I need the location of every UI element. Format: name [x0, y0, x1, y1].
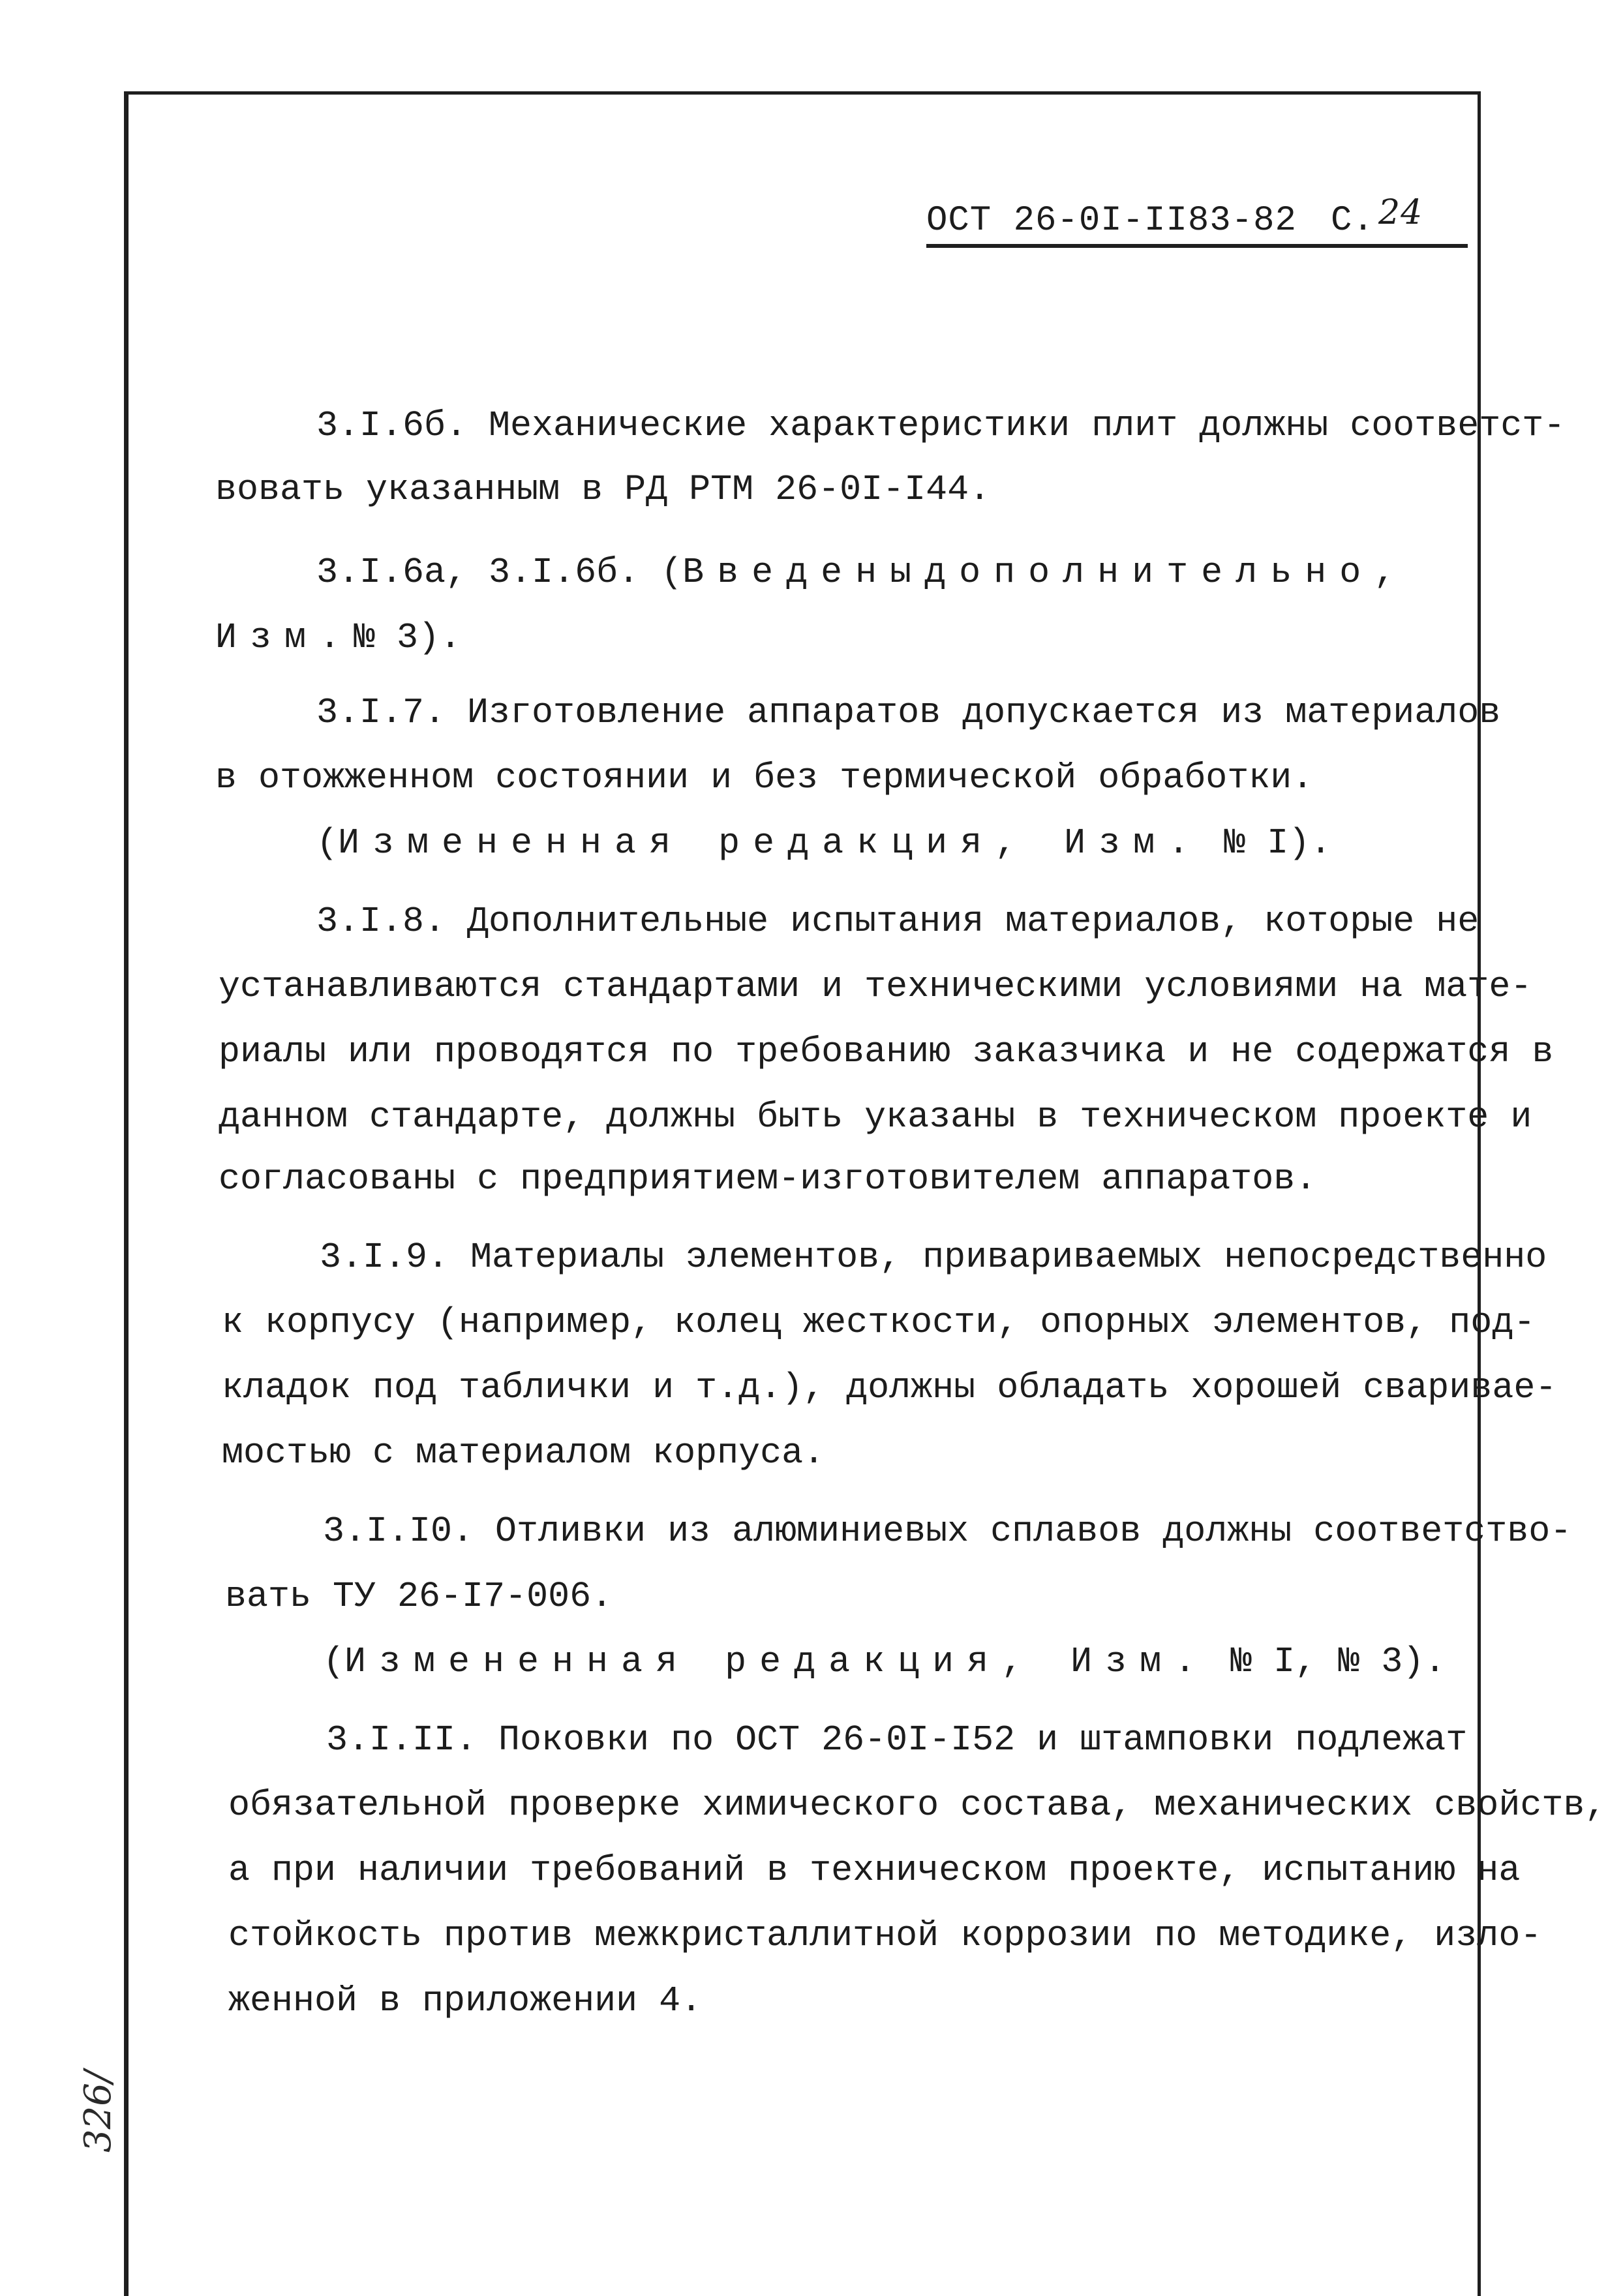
page-header	[926, 193, 1474, 248]
amendment-note-3-1-6	[316, 552, 1409, 593]
paragraph-3-1-7-line-1: 3.I.7. Изготовление аппаратов допускается из материалов	[316, 692, 1501, 733]
paragraph-3-1-9-line-2: к корпусу (например, колец жесткости, опорных элементов, под-	[222, 1302, 1536, 1343]
paragraph-3-1-10-line-2: вать ТУ 26-I7-006.	[225, 1576, 613, 1617]
paragraph-3-1-8-line-4: данном стандарте, должны быть указаны в техническом проекте и	[219, 1096, 1532, 1138]
revision-note-number: № I).	[1202, 823, 1332, 864]
paragraph-3-1-8-line-1: 3.I.8. Дополнительные испытания материалов, которые не	[316, 901, 1479, 942]
paragraph-3-1-8-line-2: устанавливаются стандартами и техническими условиями на мате-	[219, 966, 1532, 1007]
paragraph-3-1-9-line-3: кладок под таблички и т.д.), должны обладать хорошей сваривае-	[222, 1367, 1557, 1408]
handwritten-margin-note: 326/	[77, 2070, 119, 2152]
revision-note-text: Измененная редакция, Изм.	[338, 823, 1203, 864]
paragraph-3-1-6b-line-2: вовать указанным в РД РТМ 26-0I-I44.	[215, 469, 991, 510]
revision-note-open: (	[323, 1641, 345, 1682]
document-code: ОСТ 26-0I-II83-82	[926, 201, 1297, 241]
paragraph-3-1-11-line-2: обязательной проверке химического состава, механических свойств,	[228, 1785, 1607, 1826]
amendment-note-3-1-6-line-2	[215, 617, 462, 658]
paragraph-3-1-9-line-4: мостью с материалом корпуса.	[222, 1432, 825, 1473]
amendment-items: 3.I.6а, 3.I.6б. (	[316, 552, 683, 593]
paragraph-3-1-11-line-3: а при наличии требований в техническом проекте, испытанию на	[228, 1850, 1521, 1891]
revision-note-text: Измененная редакция, Изм.	[344, 1641, 1209, 1682]
paragraph-3-1-11-line-4: стойкость против межкристаллитной коррозии по методике, изло-	[228, 1915, 1542, 1956]
page-frame-top-border	[124, 91, 1481, 95]
amendment-word-additionally: дополнительно,	[924, 552, 1409, 593]
paragraph-3-1-7-line-2: в отожженном состоянии и без термической обработки.	[215, 757, 1314, 798]
amendment-word-introduced: Введены	[682, 552, 925, 593]
page-frame-left-border	[124, 91, 129, 2296]
paragraph-3-1-8-line-3: риалы или проводятся по требованию заказчика и не содержатся в	[219, 1031, 1554, 1072]
paragraph-3-1-11-line-5: женной в приложении 4.	[228, 1980, 703, 2021]
amendment-change-label: Изм.	[215, 617, 354, 658]
paragraph-3-1-9-line-1: 3.I.9. Материалы элементов, привариваемых непосредственно	[320, 1237, 1547, 1278]
paragraph-3-1-10-line-1: 3.I.I0. Отливки из алюминиевых сплавов должны соответство-	[323, 1511, 1572, 1552]
paragraph-3-1-8-line-5: согласованы с предприятием-изготовителем аппаратов.	[219, 1158, 1317, 1200]
paragraph-3-1-6b-line-1: 3.I.6б. Механические характеристики плит должны соответст-	[316, 405, 1566, 446]
revision-note-number: № I, № 3).	[1209, 1641, 1446, 1682]
revision-note-open: (	[316, 823, 339, 864]
header-underline	[926, 244, 1468, 248]
paragraph-3-1-11-line-1: 3.I.II. Поковки по ОСТ 26-0I-I52 и штамповки подлежат	[326, 1719, 1468, 1760]
page-label: С.	[1331, 201, 1374, 241]
page-number: 24	[1378, 193, 1423, 232]
amendment-change-number: № 3).	[354, 617, 462, 658]
revision-note-3-1-10	[323, 1641, 1446, 1682]
revision-note-3-1-7	[316, 823, 1332, 864]
